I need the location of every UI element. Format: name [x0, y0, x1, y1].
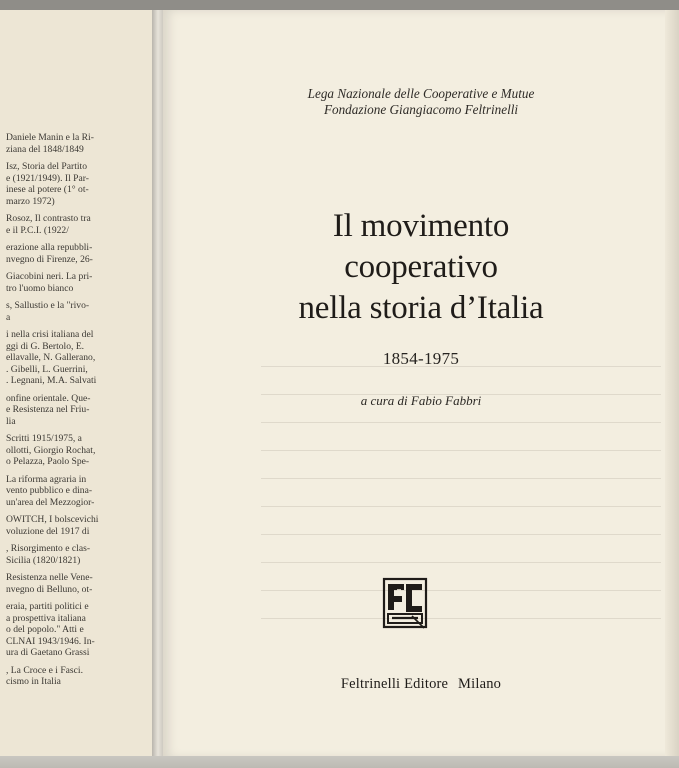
left-list-line: ellavalle, N. Gallerano,	[6, 352, 96, 363]
left-list-line: tro l'uomo bianco	[6, 282, 74, 294]
left-list-line: onfine orientale. Que-	[6, 392, 91, 404]
left-list-item	[6, 213, 153, 236]
left-list-line: Daniele Manin e la Ri-	[6, 132, 94, 143]
left-list-line: Resistenza nelle Vene-	[6, 572, 93, 583]
left-list-line: , La Croce e i Fasci.	[6, 664, 83, 676]
left-list-item	[6, 300, 153, 323]
left-list-line: a	[6, 311, 11, 323]
left-list-line: ziana del 1848/1849	[6, 143, 84, 155]
left-list-line: ura di Gaetano Grassi	[6, 647, 90, 658]
left-list-item	[6, 514, 153, 537]
left-list-item	[6, 601, 153, 659]
left-list-item	[6, 665, 153, 688]
show-through-text	[261, 366, 661, 656]
left-list-line: e (1921/1949). Il Par-	[6, 172, 89, 184]
left-list-item	[6, 132, 153, 155]
publisher-credits	[163, 86, 679, 118]
left-list-line: nvegno di Firenze, 26-	[6, 253, 93, 265]
left-list-line: , Risorgimento e clas-	[6, 543, 91, 554]
left-list-item	[6, 393, 153, 428]
left-list-line: Rosoz, Il contrasto tra	[6, 213, 91, 224]
page-edge	[665, 10, 679, 758]
left-list-line: ggi di G. Bertolo, E.	[6, 340, 85, 352]
left-list-line: Scritti 1915/1975, a	[6, 433, 82, 444]
left-list-item	[6, 572, 153, 595]
left-list-item	[6, 329, 153, 387]
left-list-line: CLNAI 1943/1946. In-	[6, 635, 95, 647]
book-editor: a cura di Fabio Fabbri	[360, 393, 482, 408]
imprint	[163, 676, 679, 693]
left-list-line: Isz, Storia del Partito	[6, 161, 87, 172]
book-title	[163, 206, 679, 329]
left-list-item	[6, 433, 153, 468]
left-list-line: i nella crisi italiana del	[6, 329, 94, 340]
title-line-3: nella storia d’Italia	[298, 290, 544, 326]
feltrinelli-logo-icon	[382, 576, 428, 632]
left-list-line: erazione alla repubbli-	[6, 242, 93, 253]
left-list-line: o Pelazza, Paolo Spe-	[6, 456, 90, 467]
left-list-line: lia	[6, 415, 16, 427]
title-page	[163, 10, 679, 758]
imprint-city: Milano	[458, 676, 502, 692]
left-list-line: inese al potere (1° ot-	[6, 184, 89, 195]
left-list-line: e il P.C.I. (1922/	[6, 224, 69, 236]
left-list-line: a prospettiva italiana	[6, 612, 86, 624]
left-list-line: La riforma agraria in	[6, 473, 87, 485]
left-facing-page	[0, 10, 153, 760]
left-list-line: e Resistenza nel Friu-	[6, 404, 90, 415]
left-list-item	[6, 271, 153, 294]
book-years: 1854-1975	[382, 349, 460, 368]
left-page-ghost-text	[58, 88, 148, 128]
left-list-line: marzo 1972)	[6, 195, 55, 207]
left-list-line: OWITCH, I bolscevichi	[6, 514, 99, 525]
bottom-edge	[0, 756, 679, 768]
publisher-line-2: Fondazione Giangiacomo Feltrinelli	[323, 102, 519, 117]
left-list-line: voluzione del 1917 di	[6, 525, 90, 537]
left-list-line: eraia, partiti politici e	[6, 601, 89, 612]
left-list-line: nvegno di Belluno, ot-	[6, 583, 93, 595]
left-list-line: un'area del Mezzogior-	[6, 496, 95, 508]
left-list-line: vento pubblico e dina-	[6, 485, 93, 496]
left-list-line: s, Sallustio e la "rivo-	[6, 300, 90, 311]
title-line-2: cooperativo	[344, 249, 498, 285]
left-list-item	[6, 543, 153, 566]
left-list-line: cismo in Italia	[6, 676, 61, 687]
left-list-item	[6, 242, 153, 265]
left-list-line: Giacobini neri. La pri-	[6, 271, 93, 282]
left-list-item	[6, 161, 153, 207]
left-list-line: . Legnani, M.A. Salvati	[6, 375, 97, 386]
left-page-book-list	[6, 132, 153, 694]
imprint-publisher: Feltrinelli Editore	[340, 676, 449, 692]
left-list-line: . Gibelli, L. Guerrini,	[6, 363, 88, 375]
publisher-line-1: Lega Nazionale delle Cooperative e Mutue	[307, 86, 535, 101]
left-list-line: o del popolo." Atti e	[6, 624, 84, 635]
title-line-1: Il movimento	[332, 208, 510, 244]
left-list-line: Sicilia (1820/1821)	[6, 554, 81, 566]
left-list-line: ollotti, Giorgio Rochat,	[6, 444, 96, 456]
left-list-item	[6, 474, 153, 509]
